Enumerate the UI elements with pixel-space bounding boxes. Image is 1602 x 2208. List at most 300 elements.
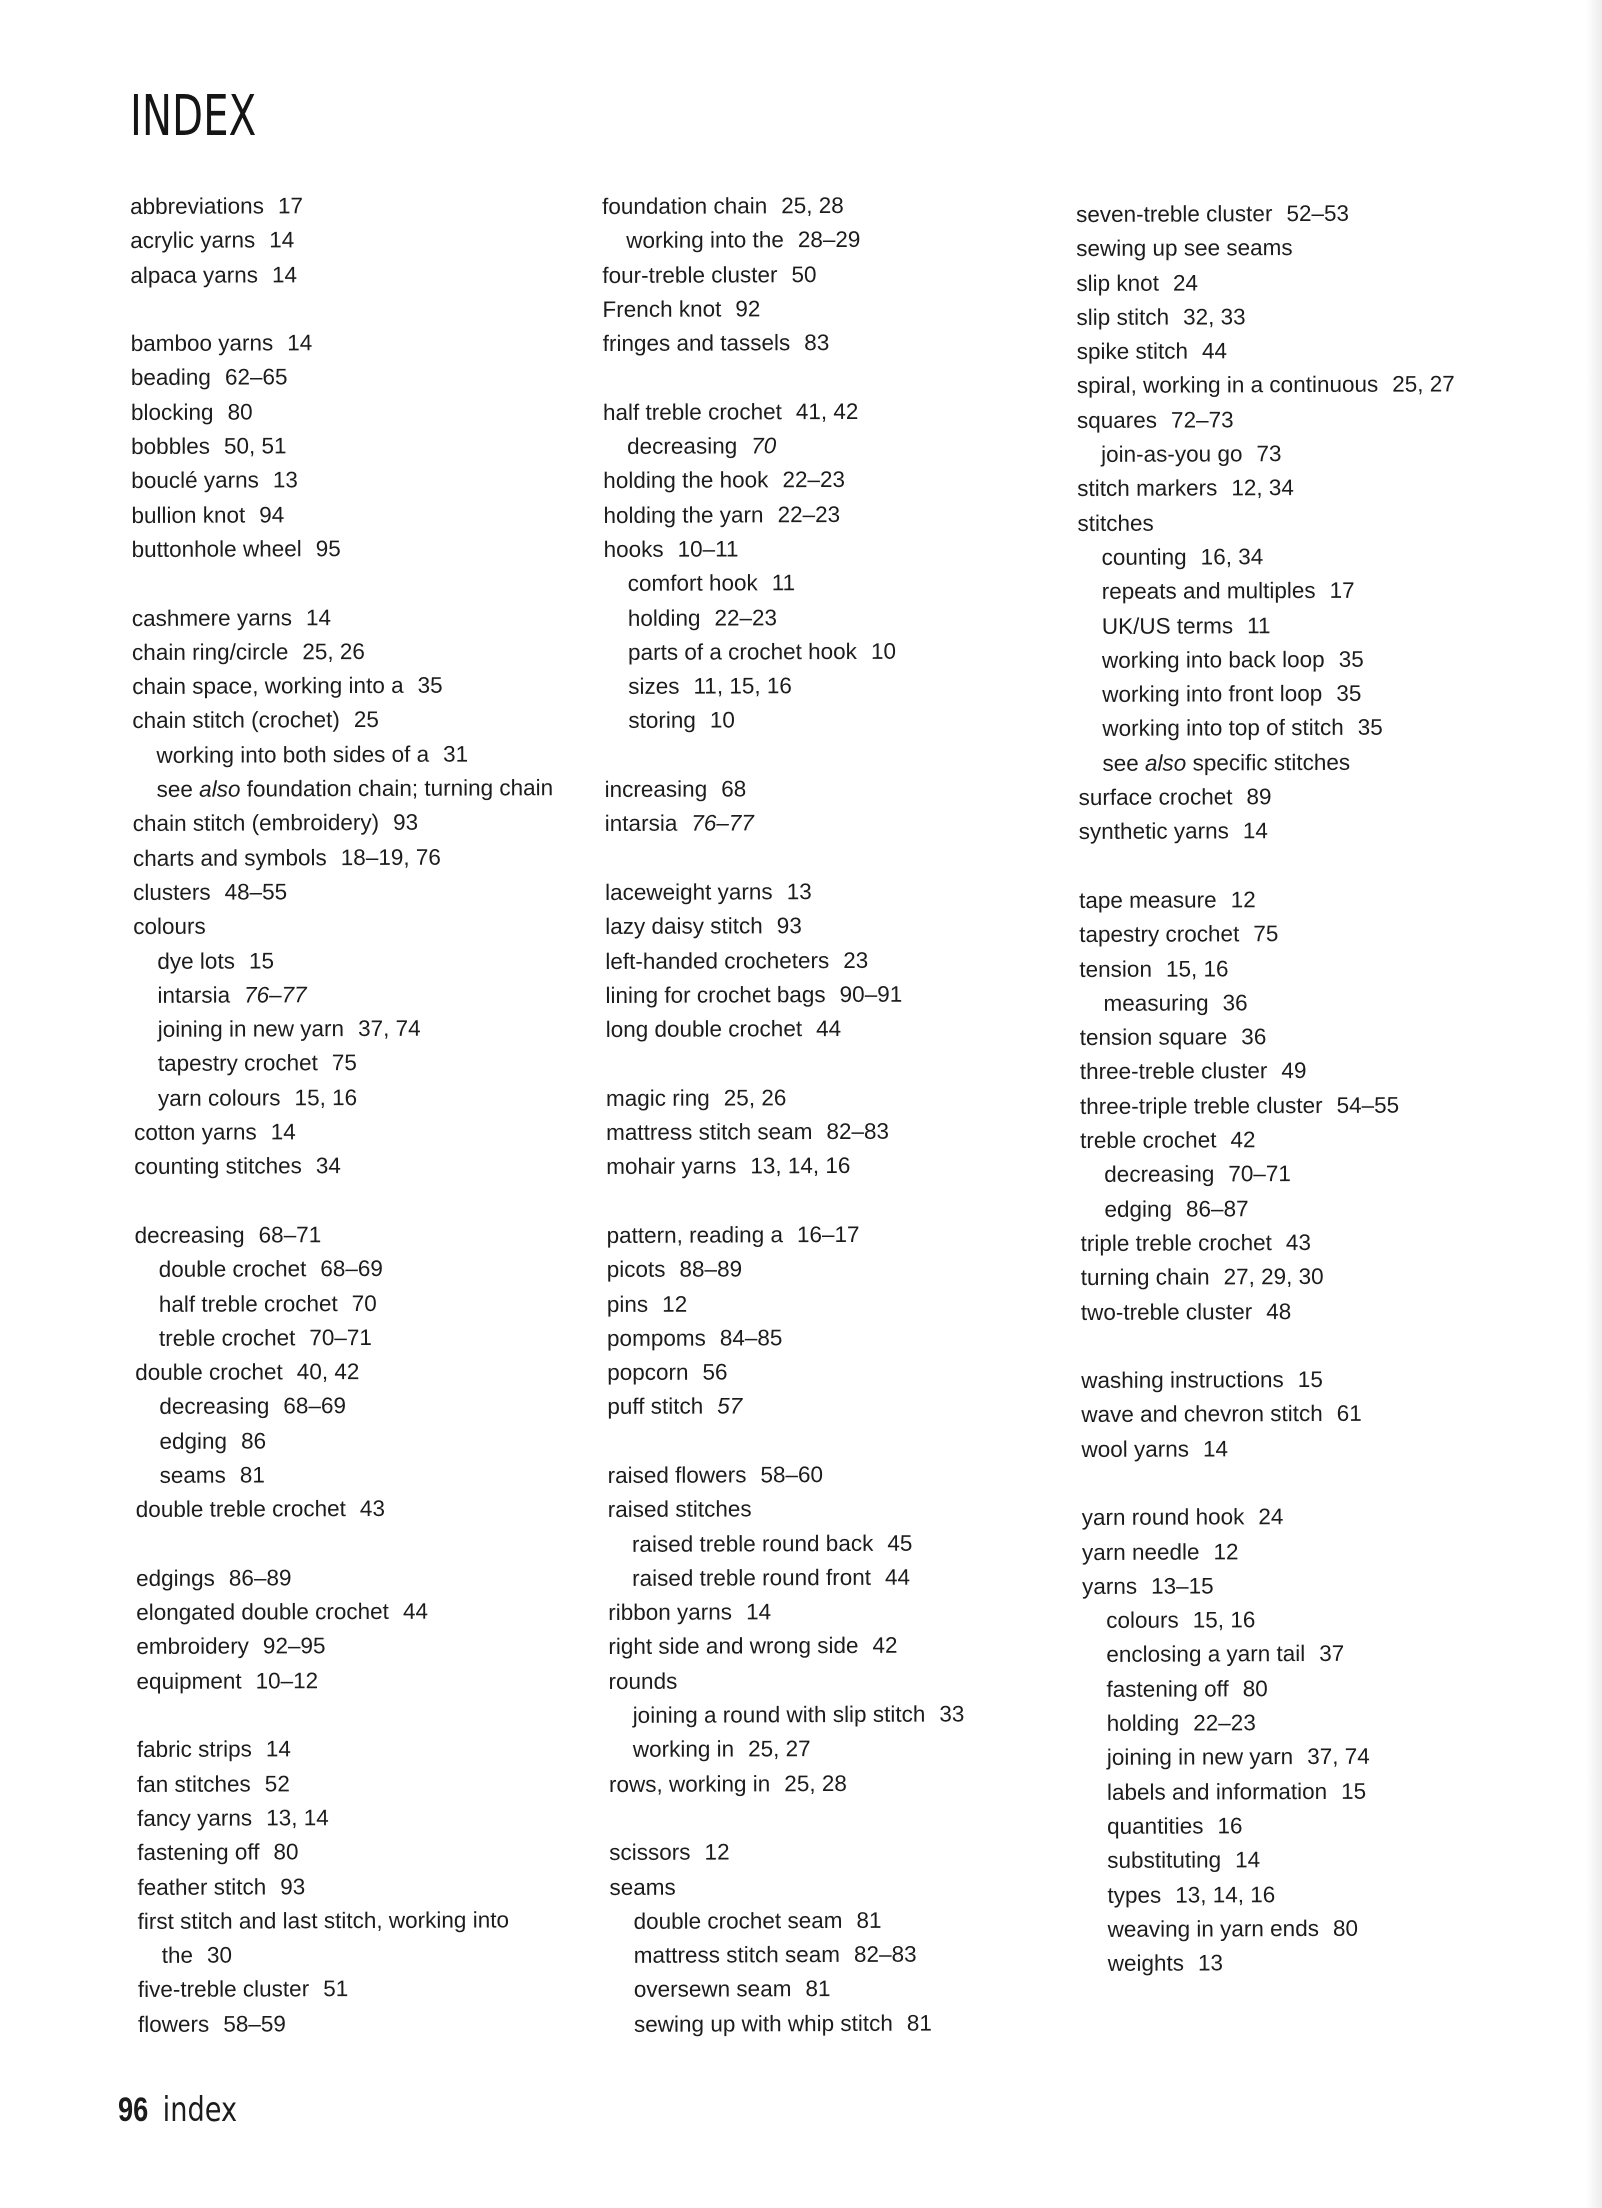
index-term: decreasing — [1104, 1161, 1215, 1188]
index-subentry — [1078, 745, 1548, 781]
index-entry — [132, 634, 602, 670]
index-term: quantities — [1107, 1813, 1204, 1839]
index-term: holding — [1106, 1710, 1180, 1736]
index-subentry — [1078, 642, 1548, 678]
index-subentry — [135, 1388, 605, 1424]
page-number: 96 — [118, 2091, 149, 2129]
index-term: sewing up see seams — [1076, 235, 1293, 262]
index-term: chain stitch (embroidery) — [132, 810, 380, 837]
index-entry — [136, 1594, 606, 1630]
index-term: tension square — [1079, 1024, 1228, 1051]
index-gap — [134, 1183, 604, 1219]
index-entry — [605, 977, 1075, 1013]
index-subentry — [609, 1731, 1079, 1767]
index-subentry — [134, 1011, 604, 1047]
index-entry — [133, 805, 603, 841]
index-pages: 88–89 — [679, 1256, 743, 1282]
index-pages: 58–60 — [760, 1462, 824, 1488]
index-term: alpaca yarns — [130, 262, 259, 288]
index-term: edgings — [136, 1565, 215, 1591]
index-pages: 68 — [721, 776, 747, 802]
index-pages: 93 — [280, 1873, 306, 1899]
index-entry — [131, 359, 601, 395]
index-term: abbreviations — [130, 193, 264, 219]
index-entry — [133, 840, 603, 876]
page-footer — [118, 2090, 237, 2130]
index-pages: 11, 15, 16 — [693, 673, 792, 699]
index-pages: 52–53 — [1286, 200, 1350, 227]
index-entry — [1077, 367, 1547, 403]
index-term: raised treble round back — [631, 1530, 874, 1557]
index-term: four-treble cluster — [602, 261, 778, 288]
index-pages: 93 — [393, 810, 419, 836]
index-pages: 14 — [270, 1119, 296, 1145]
index-term: equipment — [136, 1668, 242, 1694]
index-pages: 80 — [227, 399, 253, 425]
page-edge-shadow — [1586, 0, 1602, 2208]
index-pages: 93 — [776, 913, 802, 939]
index-entry — [131, 531, 601, 567]
index-pages: 12 — [1230, 887, 1256, 913]
index-term: beading — [130, 365, 211, 391]
index-entry — [602, 291, 1072, 327]
index-term: working in — [632, 1736, 735, 1763]
index-pages: 83 — [804, 330, 830, 356]
index-pages: 52 — [264, 1770, 290, 1797]
index-term: tape measure — [1079, 887, 1217, 913]
index-term: fastening off — [137, 1839, 260, 1866]
index-term: measuring — [1103, 990, 1209, 1016]
index-term: popcorn — [607, 1359, 689, 1386]
index-pages: 13, 14, 16 — [750, 1153, 851, 1179]
index-pages: 15, 16 — [1192, 1607, 1256, 1633]
index-entry — [602, 188, 1072, 224]
index-subentry — [604, 668, 1074, 704]
index-entry — [1082, 1534, 1552, 1570]
index-term: intarsia — [157, 982, 231, 1008]
index-subentry — [1080, 1156, 1550, 1192]
index-term: fringes and tassels — [602, 330, 791, 357]
index-entry — [1082, 1568, 1552, 1604]
index-entry — [1081, 1259, 1551, 1295]
index-term: UK/US terms — [1101, 612, 1234, 639]
index-pages: 17 — [277, 193, 303, 219]
index-pages: 37, 74 — [357, 1015, 421, 1042]
index-term: fabric strips — [136, 1736, 252, 1763]
index-pages: 15 — [1341, 1778, 1367, 1804]
index-pages: 48 — [1266, 1298, 1292, 1324]
index-pages: 31 — [443, 741, 469, 767]
index-pages: 28–29 — [797, 227, 861, 253]
index-entry — [137, 1731, 607, 1767]
index-term: puff stitch — [607, 1393, 704, 1420]
index-term: picots — [606, 1256, 666, 1283]
index-pages: 35 — [1338, 646, 1364, 672]
index-pages: 81 — [239, 1462, 265, 1488]
index-column-1 — [130, 188, 608, 2042]
index-pages: 13 — [272, 467, 298, 493]
index-pages: 12 — [704, 1839, 730, 1865]
index-term: raised treble round front — [632, 1564, 872, 1591]
index-term: charts and symbols — [132, 844, 327, 871]
index-entry — [131, 428, 601, 464]
index-term: oversewn seam — [633, 1976, 792, 2003]
index-pages: 11 — [1247, 612, 1271, 638]
index-subentry — [134, 1080, 604, 1116]
index-subentry — [609, 1903, 1079, 1939]
index-term: seven-treble cluster — [1076, 201, 1273, 227]
index-column-2 — [602, 188, 1080, 2042]
index-term: seams — [609, 1874, 676, 1900]
index-pages: 35 — [1336, 680, 1362, 707]
index-pages: 92 — [735, 296, 761, 322]
index-term: buttonhole wheel — [131, 536, 302, 562]
index-term: yarn colours — [157, 1085, 281, 1111]
index-entry — [608, 1491, 1078, 1527]
index-term: washing instructions — [1081, 1367, 1284, 1394]
index-pages: 17 — [1329, 578, 1355, 604]
index-term: acrylic yarns — [130, 227, 256, 254]
index-term: colours — [1106, 1607, 1179, 1634]
index-pages: 14 — [305, 604, 332, 630]
index-term: joining in new yarn — [157, 1016, 345, 1043]
index-pages: 37, 74 — [1307, 1744, 1370, 1770]
index-subentry — [133, 942, 603, 978]
index-entry — [136, 1491, 606, 1527]
index-subentry — [610, 2006, 1080, 2042]
index-subentry — [135, 1251, 605, 1287]
index-term: spike stitch — [1076, 338, 1189, 365]
index-gap — [603, 359, 1073, 395]
index-pages: 50 — [791, 261, 817, 287]
index-entry — [606, 1114, 1076, 1150]
index-entry — [137, 1868, 607, 1904]
index-term: left-handed crocheters — [605, 947, 830, 974]
index-pages: 70 — [351, 1290, 377, 1316]
index-entry — [1079, 779, 1549, 815]
index-pages: 90–91 — [839, 981, 903, 1007]
index-pages: 54–55 — [1336, 1092, 1400, 1118]
index-entry — [608, 1457, 1078, 1493]
index-entry — [1079, 882, 1549, 918]
index-subentry — [1083, 1739, 1553, 1775]
index-term: surface crochet — [1078, 784, 1233, 811]
index-entry — [603, 325, 1073, 361]
index-entry — [608, 1663, 1078, 1699]
index-term: holding — [627, 605, 701, 631]
index-entry — [605, 908, 1075, 944]
index-term: raised stitches — [607, 1496, 752, 1523]
index-term: fan stitches — [136, 1771, 251, 1797]
index-entry — [1080, 1225, 1550, 1261]
index-pages: 13, 14 — [266, 1805, 329, 1831]
index-subentry — [134, 1045, 604, 1081]
index-pages: 13, 14, 16 — [1175, 1881, 1276, 1908]
index-pages: 89 — [1246, 784, 1272, 810]
index-pages: 95 — [315, 536, 341, 562]
index-pages: 44 — [402, 1598, 428, 1624]
index-term: see also specific stitches — [1102, 749, 1351, 776]
index-entry — [605, 771, 1075, 807]
index-pages: 57 — [717, 1393, 743, 1419]
index-pages: 14 — [1235, 1847, 1261, 1873]
index-pages: 22–23 — [777, 501, 841, 527]
index-pages: 58–59 — [223, 2011, 286, 2037]
index-term: seams — [159, 1462, 226, 1488]
index-term: elongated double crochet — [136, 1599, 389, 1626]
index-entry — [607, 1251, 1077, 1287]
index-entry — [131, 462, 601, 498]
index-gap — [607, 1423, 1077, 1459]
index-term: treble crochet — [158, 1325, 296, 1351]
index-gap — [1082, 1465, 1552, 1501]
index-pages: 80 — [273, 1839, 299, 1865]
index-subentry — [135, 1320, 605, 1356]
index-entry — [1081, 1293, 1551, 1329]
index-pages: 76–77 — [244, 982, 307, 1008]
index-gap — [606, 1045, 1076, 1081]
index-term: mattress stitch seam — [606, 1119, 813, 1146]
index-term: intarsia — [604, 811, 678, 837]
index-gap — [132, 565, 602, 601]
index-subentry — [604, 634, 1074, 670]
index-subentry — [604, 702, 1074, 738]
index-gap — [1079, 848, 1549, 884]
index-entry — [132, 702, 602, 738]
index-term: five-treble cluster — [137, 1976, 310, 2003]
index-pages: 14 — [269, 227, 295, 253]
index-term: joining in new yarn — [1106, 1744, 1294, 1771]
index-term: chain stitch (crochet) — [132, 707, 340, 734]
index-term: holding the hook — [603, 467, 769, 494]
index-term: yarns — [1082, 1573, 1138, 1599]
index-entry — [1076, 196, 1546, 232]
index-term: sizes — [628, 673, 680, 700]
index-subentry — [602, 222, 1072, 258]
index-pages: 44 — [1201, 338, 1228, 364]
index-pages: 42 — [1230, 1127, 1256, 1153]
index-pages: 25, 27 — [1392, 371, 1455, 398]
index-pages: 86–87 — [1185, 1195, 1249, 1222]
index-subentry — [1083, 1911, 1553, 1947]
index-pages: 43 — [1285, 1229, 1311, 1256]
index-pages: 86 — [240, 1428, 267, 1454]
index-pages: 14 — [287, 330, 313, 356]
index-subentry — [135, 1423, 605, 1459]
index-pages: 35 — [417, 672, 443, 698]
index-pages: 94 — [259, 502, 285, 528]
index-subentry — [603, 428, 1073, 464]
index-term: foundation chain — [602, 193, 768, 219]
index-entry — [132, 600, 602, 636]
index-term: counting — [1101, 544, 1187, 570]
index-term: wool yarns — [1081, 1436, 1190, 1462]
index-subentry — [604, 600, 1074, 636]
index-entry — [606, 1080, 1076, 1116]
index-pages: 40, 42 — [296, 1359, 360, 1385]
index-pages: 25, 28 — [784, 1770, 847, 1796]
index-pages: 22–23 — [782, 467, 846, 493]
index-pages: 37 — [1319, 1641, 1345, 1667]
index-term: parts of a crochet hook — [627, 638, 857, 665]
index-term: three-treble cluster — [1079, 1058, 1268, 1085]
index-term: first stitch and last stitch, working into — [137, 1907, 510, 1934]
index-term: half treble crochet — [602, 398, 782, 425]
index-pages: 81 — [856, 1907, 882, 1933]
index-pages: 15 — [1297, 1367, 1323, 1393]
index-entry — [609, 1766, 1079, 1802]
index-entry — [137, 1903, 607, 1939]
index-entry — [608, 1594, 1078, 1630]
index-pages: 27, 29, 30 — [1223, 1264, 1324, 1290]
index-term: decreasing — [159, 1393, 270, 1420]
index-entry — [1077, 402, 1547, 438]
index-term: triple treble crochet — [1080, 1230, 1272, 1256]
index-pages: 23 — [843, 947, 869, 973]
index-term: sewing up with whip stitch — [633, 2010, 893, 2037]
index-term: tapestry crochet — [1079, 921, 1240, 948]
index-term: working into back loop — [1101, 646, 1325, 673]
index-term: double treble crochet — [135, 1496, 346, 1523]
index-pages: 30 — [206, 1942, 233, 1968]
index-term: working into front loop — [1102, 681, 1323, 708]
index-term: weaving in yarn ends — [1107, 1915, 1319, 1942]
index-term: pins — [606, 1291, 649, 1317]
index-pages: 51 — [323, 1976, 349, 2002]
index-pages: 15, 16 — [1165, 955, 1229, 982]
index-term: fancy yarns — [137, 1805, 253, 1831]
index-entry — [130, 188, 600, 224]
index-entry — [138, 1937, 608, 1973]
index-pages: 68–69 — [283, 1393, 347, 1419]
index-term: labels and information — [1106, 1778, 1328, 1805]
index-term: repeats and multiples — [1101, 578, 1316, 605]
index-entry — [130, 257, 600, 293]
index-entry — [134, 1114, 604, 1150]
index-pages: 12, 34 — [1231, 475, 1294, 501]
index-term: bullion knot — [131, 502, 246, 528]
index-term: cotton yarns — [134, 1119, 257, 1146]
index-term: treble crochet — [1080, 1127, 1217, 1154]
index-term: French knot — [602, 296, 722, 322]
index-term: feather stitch — [137, 1873, 267, 1900]
index-entry — [606, 1148, 1076, 1184]
index-subentry — [1077, 436, 1547, 472]
index-subentry — [135, 1285, 605, 1321]
index-entry — [1081, 1396, 1551, 1432]
index-term: double crochet — [135, 1359, 283, 1386]
index-pages: 14 — [745, 1599, 772, 1625]
index-pages: 22–23 — [714, 604, 778, 631]
index-subentry — [1083, 1876, 1553, 1912]
index-pages: 10 — [870, 638, 896, 664]
index-pages: 13–15 — [1151, 1573, 1214, 1599]
index-entry — [1076, 230, 1546, 266]
index-term: slip stitch — [1076, 304, 1170, 330]
index-term: join-as-you go — [1101, 441, 1243, 467]
index-entry — [1076, 265, 1546, 301]
index-term: right side and wrong side — [608, 1633, 859, 1660]
index-term: colours — [133, 913, 206, 940]
index-term: edging — [1104, 1196, 1173, 1222]
index-term: spiral, working in a continuous — [1076, 372, 1379, 399]
index-entry — [1077, 333, 1547, 369]
index-entry — [130, 222, 600, 258]
index-term: two-treble cluster — [1080, 1298, 1253, 1325]
index-subentry — [1084, 1945, 1554, 1981]
index-pages: 42 — [872, 1633, 898, 1659]
index-subentry — [136, 1457, 606, 1493]
index-pages: 70 — [751, 433, 777, 459]
index-pages: 68–71 — [258, 1222, 322, 1248]
index-term: dye lots — [157, 948, 235, 974]
index-gap — [606, 1183, 1076, 1219]
index-term: wave and chevron stitch — [1081, 1401, 1323, 1428]
index-entry — [137, 1834, 607, 1870]
index-subentry — [610, 1971, 1080, 2007]
index-entry — [1080, 1088, 1550, 1124]
index-term: working into the — [626, 227, 784, 254]
index-term: types — [1107, 1882, 1162, 1908]
index-entry — [1079, 916, 1549, 952]
index-pages: 33 — [939, 1701, 965, 1727]
index-pages: 25, 26 — [302, 638, 365, 665]
index-entry — [137, 1800, 607, 1836]
index-subentry — [1083, 1842, 1553, 1878]
index-term: tapestry crochet — [157, 1050, 318, 1077]
index-entry — [133, 874, 603, 910]
index-term: rows, working in — [608, 1770, 771, 1797]
index-entry — [1080, 1053, 1550, 1089]
index-pages: 62–65 — [224, 364, 288, 391]
index-pages: 56 — [702, 1359, 728, 1385]
index-pages: 68–69 — [320, 1256, 383, 1282]
index-pages: 45 — [887, 1530, 913, 1556]
index-term: laceweight yarns — [605, 879, 773, 905]
index-term: raised flowers — [607, 1462, 747, 1488]
index-pages: 25, 27 — [748, 1736, 811, 1762]
index-pages: 92–95 — [262, 1633, 326, 1659]
index-pages: 13 — [786, 879, 812, 905]
index-term: blocking — [130, 399, 214, 425]
index-pages: 43 — [359, 1496, 385, 1522]
index-pages: 15 — [248, 947, 274, 974]
index-pages: 70–71 — [309, 1324, 372, 1351]
index-term: scissors — [609, 1839, 691, 1866]
index-term: tension — [1079, 956, 1152, 982]
index-entry — [1079, 950, 1549, 986]
index-pages: 75 — [331, 1050, 357, 1076]
index-term: three-triple treble cluster — [1079, 1092, 1323, 1119]
index-entry — [605, 805, 1075, 841]
index-pages: 25 — [353, 707, 379, 733]
index-term: embroidery — [136, 1633, 249, 1660]
index-entry — [1080, 1122, 1550, 1158]
index-pages: 14 — [1242, 818, 1268, 844]
index-term: working into both sides of a — [156, 741, 430, 768]
index-pages: 44 — [884, 1564, 911, 1590]
index-subentry — [1079, 985, 1549, 1021]
index-entry — [131, 394, 601, 430]
footer-label: index — [162, 2090, 238, 2130]
index-subentry — [609, 1697, 1079, 1733]
index-term: edging — [159, 1428, 228, 1454]
index-subentry — [133, 771, 603, 807]
index-entry — [1082, 1499, 1552, 1535]
index-gap — [137, 1697, 607, 1733]
index-entry — [607, 1320, 1077, 1356]
index-pages: 80 — [1242, 1675, 1268, 1702]
